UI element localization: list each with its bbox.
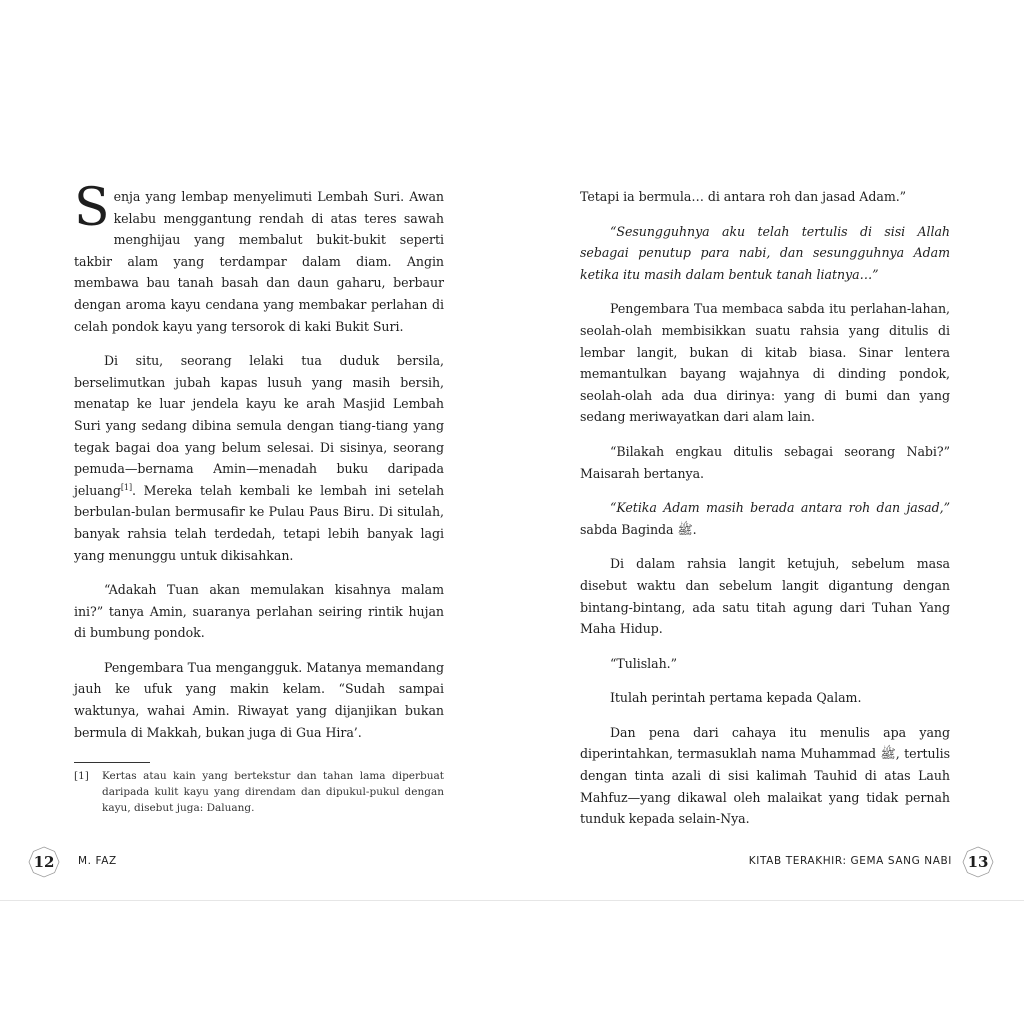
footnote — [74, 768, 444, 816]
page-number-badge-right — [962, 846, 994, 878]
drop-cap: S — [74, 178, 110, 238]
right-paragraph-2-hadith: “Sesungguhnya aku telah tertulis di sisi Allah sebagai penutup para nabi, dan sesungguhnya Adam ketika itu masih dalam bentuk tanah liatnya…” — [580, 223, 950, 282]
page-number-right: 13 — [967, 853, 989, 871]
running-head-book-title: KITAB TERAKHIR: GEMA SANG NABI — [748, 855, 952, 867]
footnote-number: [1] — [74, 770, 89, 782]
right-paragraph-8: Itulah perintah pertama kepada Qalam. — [610, 690, 862, 706]
right-paragraph-9: Dan pena dari cahaya itu menulis apa yang diperintahkan, termasuklah nama Muhammad ﷺ, tertulis dengan tinta azali di sisi kalimah Tauhid di atas Lauh Mahfuz—yang dikawal oleh malaikat yang tidak pernah tunduk kepada selain-Nya. — [580, 724, 950, 827]
right-page-body — [580, 186, 950, 843]
spread-bottom-edge — [0, 900, 1024, 901]
running-head-author: M. FAZ — [78, 855, 117, 867]
left-paragraph-4: Pengembara Tua mengangguk. Matanya memandang jauh ke ufuk yang makin kelam. “Sudah sampai waktunya, wahai Amin. Riwayat yang dijanjikan bukan bermula di Makkah, bukan juga di Gua Hira’. — [74, 659, 444, 740]
right-paragraph-4: “Bilakah engkau ditulis sebagai seorang Nabi?” Maisarah bertanya. — [580, 443, 950, 481]
right-paragraph-5: “Ketika Adam masih berada antara roh dan jasad,” sabda Baginda ﷺ. — [580, 500, 950, 537]
left-paragraph-1: Senja yang lembap menyelimuti Lembah Suri. Awan kelabu menggantung rendah di atas teres sawah menghijau yang membalut bukit-bukit seperti takbir alam yang terdampar dalam diam. Angin membawa bau tanah basah dan daun gaharu, berbaur dengan aroma kayu cendana yang membakar perlahan di celah pondok kayu yang tersorok di kaki Bukit Suri. — [74, 178, 444, 334]
right-paragraph-3: Pengembara Tua membaca sabda itu perlahan-lahan, seolah-olah membisikkan suatu rahsia yang ditulis di lembar langit, bukan di kitab biasa. Sinar lentera memantulkan bayang wajahnya di dinding pondok, seolah-olah ada dua dirinya: yang di bumi dan yang sedang meriwayatkan dari alam lain. — [580, 301, 950, 425]
right-paragraph-6: Di dalam rahsia langit ketujuh, sebelum masa disebut waktu dan sebelum langit digantung dengan bintang-bintang, ada satu titah agung dari Tuhan Yang Maha Hidup. — [580, 556, 950, 637]
footnote-divider — [74, 762, 150, 763]
footnote-reference[interactable]: [1] — [120, 482, 133, 492]
page-number-badge-left — [28, 846, 60, 878]
left-page-body — [74, 178, 444, 756]
left-paragraph-2: Di situ, seorang lelaki tua duduk bersila, berselimutkan jubah kapas lusuh yang masih bersih, menatap ke luar jendela kayu ke arah Masjid Lembah Suri yang sedang dibina semula dengan tiang-tiang yang tegak bagai doa yang belum selesai. Di sisinya, seorang pemuda—bernama Amin—menadah buku daripada jeluang[1]. Mereka telah kembali ke lembah ini setelah berbulan-bulan bermusafir ke Pulau Paus Biru. Di situlah, banyak rahsia telah terdedah, tetapi lebih banyak lagi yang menunggu untuk dikisahkan. — [74, 353, 444, 563]
page-number-left: 12 — [33, 853, 55, 871]
right-paragraph-7: “Tulislah.” — [610, 655, 678, 671]
right-paragraph-1: Tetapi ia bermula… di antara roh dan jasad Adam.” — [580, 189, 907, 204]
left-paragraph-3: “Adakah Tuan akan memulakan kisahnya malam ini?” tanya Amin, suaranya perlahan seiring rintik hujan di bumbung pondok. — [74, 582, 444, 641]
footnote-text: Kertas atau kain yang bertekstur dan tahan lama diperbuat daripada kulit kayu yang direndam dan dipukul-pukul dengan kayu, disebut juga: Daluang. — [102, 770, 444, 814]
